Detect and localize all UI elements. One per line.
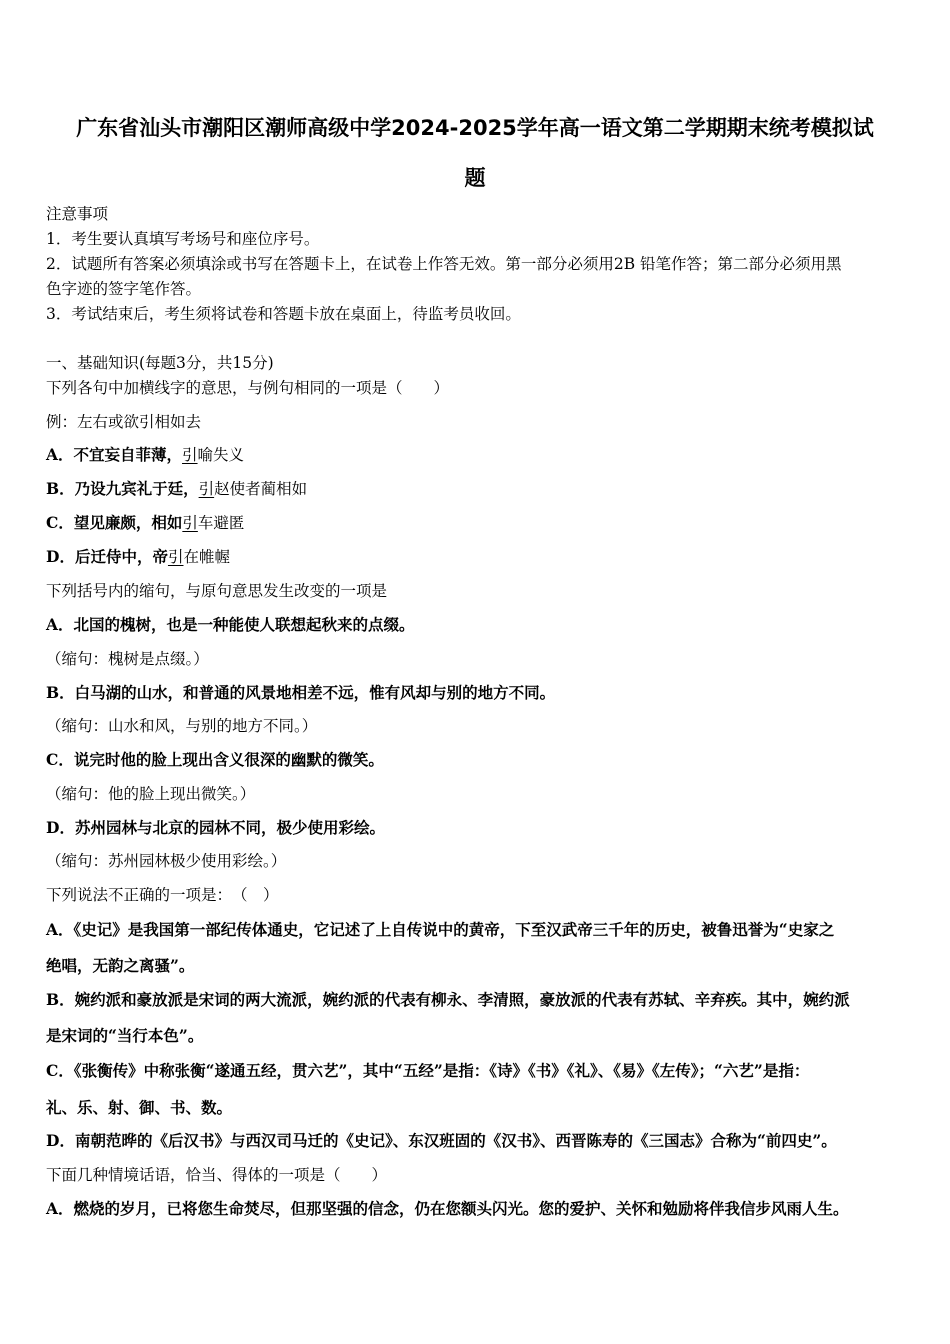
q1-option-d-underlined: 引 bbox=[167, 548, 184, 566]
q3-option-b: B．婉约派和豪放派是宋词的两大流派，婉约派的代表有柳永、李清照，豪放派的代表有苏轼、辛弃疾。其中，婉约派 bbox=[46, 990, 850, 1009]
q2-condensed-b: （缩句：山水和风，与别的地方不同。） bbox=[46, 717, 318, 735]
document-title-line-2: 题 bbox=[464, 166, 486, 190]
section-heading: 一、基础知识(每题3分，共15分) bbox=[46, 354, 274, 372]
notice-heading: 注意事项 bbox=[46, 205, 109, 223]
q1-option-c-underlined: 引 bbox=[182, 514, 198, 532]
notice-item: 1．考生要认真填写考场号和座位序号。 bbox=[46, 230, 320, 248]
q2-option-d: D．苏州园林与北京的园林不同，极少使用彩绘。 bbox=[46, 818, 385, 837]
q1-option-b-underlined: 引 bbox=[198, 480, 215, 498]
q4-stem: 下面几种情境话语，恰当、得体的一项是（ ） bbox=[46, 1166, 388, 1184]
q1-option-b bbox=[46, 477, 307, 499]
q3-option-d: D．南朝范晔的《后汉书》与西汉司马迁的《史记》、东汉班固的《汉书》、西晋陈寿的《三国志》合称为“前四史”。 bbox=[46, 1131, 837, 1150]
q1-option-d-post: 在帷幄 bbox=[183, 548, 230, 566]
q1-option-a-underlined: 引 bbox=[182, 446, 198, 464]
q3-option-b-cont: 是宋词的“当行本色”。 bbox=[46, 1026, 204, 1045]
q3-option-a: A．《史记》是我国第一部纪传体通史，它记述了上自传说中的黄帝，下至汉武帝三千年的历史，被鲁迅誉为“史家之 bbox=[46, 920, 835, 939]
q3-option-c-cont: 礼、乐、射、御、书、数。 bbox=[46, 1098, 233, 1117]
q2-condensed-d: （缩句：苏州园林极少使用彩绘。） bbox=[46, 852, 287, 870]
q1-option-c bbox=[46, 511, 244, 533]
q2-option-c: C．说完时他的脸上现出含义很深的幽默的微笑。 bbox=[46, 750, 384, 769]
q1-option-a-pre: A．不宜妄自菲薄， bbox=[46, 445, 183, 464]
q1-option-d-pre: D．后迁侍中，帝 bbox=[46, 547, 168, 566]
q4-option-a: A．燃烧的岁月，已将您生命焚尽，但那坚强的信念，仍在您额头闪光。您的爱护、关怀和勉励将伴我信步风雨人生。 bbox=[46, 1199, 849, 1218]
notice-item: 3．考试结束后，考生须将试卷和答题卡放在桌面上，待监考员收回。 bbox=[46, 305, 521, 323]
q1-option-c-post: 车避匿 bbox=[197, 514, 245, 532]
q1-option-d bbox=[46, 545, 230, 567]
q2-option-a: A．北国的槐树，也是一种能使人联想起秋来的点缀。 bbox=[46, 615, 415, 634]
q2-stem: 下列括号内的缩句，与原句意思发生改变的一项是 bbox=[46, 582, 388, 600]
notice-item: 色字迹的签字笔作答。 bbox=[46, 280, 202, 298]
q1-option-a bbox=[46, 443, 244, 465]
q3-stem: 下列说法不正确的一项是： （ ） bbox=[46, 886, 279, 904]
q2-condensed-c: （缩句：他的脸上现出微笑。） bbox=[46, 785, 256, 803]
q3-option-a-cont: 绝唱，无韵之离骚”。 bbox=[46, 956, 195, 975]
q3-option-c: C．《张衡传》中称张衡“遂通五经，贯六艺”，其中“五经”是指：《诗》《书》《礼》、《易》《左传》；“六艺”是指： bbox=[46, 1061, 810, 1080]
q2-option-b: B．白马湖的山水，和普通的风景地相差不远，惟有风却与别的地方不同。 bbox=[46, 683, 556, 702]
q1-option-b-pre: B．乃设九宾礼于廷， bbox=[46, 479, 199, 498]
q1-example: 例：左右或欲引相如去 bbox=[46, 413, 202, 431]
q1-stem: 下列各句中加横线字的意思，与例句相同的一项是（ ） bbox=[46, 379, 450, 397]
q2-condensed-a: （缩句：槐树是点缀。） bbox=[46, 650, 209, 668]
q1-option-c-pre: C．望见廉颇，相如 bbox=[46, 513, 183, 532]
q1-option-a-post: 喻失义 bbox=[197, 446, 245, 464]
document-title-line-1: 广东省汕头市潮阳区潮师高级中学2024-2025学年高一语文第二学期期末统考模拟试 bbox=[76, 116, 874, 140]
q1-option-b-post: 赵使者蔺相如 bbox=[214, 480, 308, 498]
notice-item: 2．试题所有答案必须填涂或书写在答题卡上，在试卷上作答无效。第一部分必须用2B 铅笔作答；第二部分必须用黑 bbox=[46, 255, 842, 273]
